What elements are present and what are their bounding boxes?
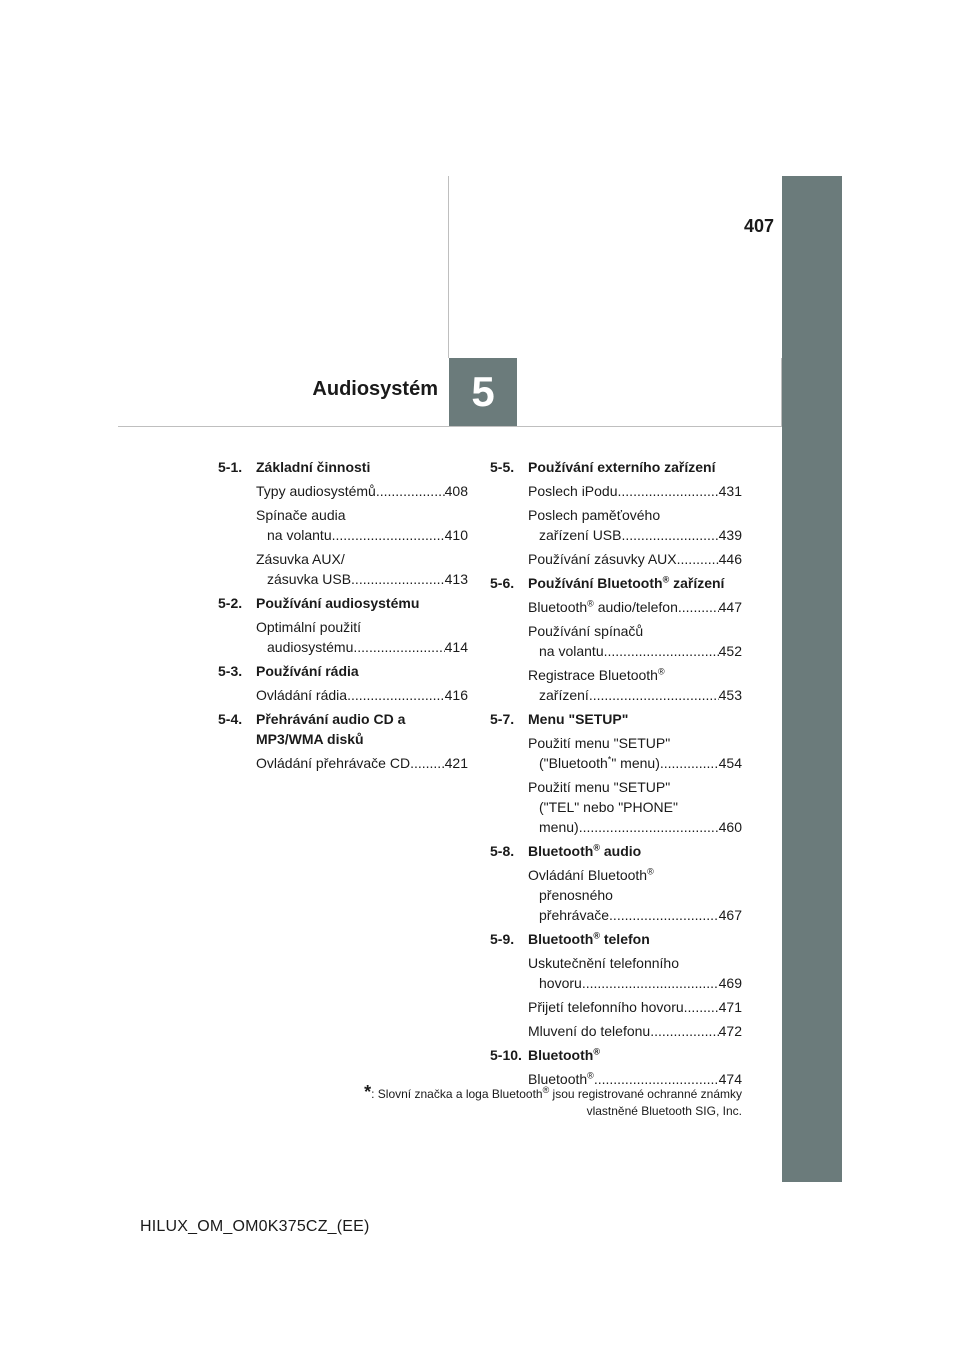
toc-entry[interactable] (256, 753, 468, 773)
section-number: 5-10. (490, 1047, 522, 1063)
entry-page-number: 454 (718, 755, 742, 771)
entry-page-number: 431 (718, 483, 742, 499)
entry-page-number: 460 (718, 819, 742, 835)
entry-page-number: 421 (444, 755, 468, 771)
entry-text: zařízení USB (539, 527, 622, 543)
entry-page-number: 413 (444, 571, 468, 587)
toc-entry[interactable] (256, 505, 468, 545)
dot-leader (677, 549, 719, 569)
dot-leader (347, 685, 445, 705)
section-number: 5-2. (218, 595, 243, 611)
dot-leader (582, 973, 719, 993)
entry-page-number: 414 (444, 639, 468, 655)
entry-text: Poslech iPodu (528, 483, 618, 499)
entry-text: hovoru (539, 975, 582, 991)
section-title: Základní činnosti (256, 459, 371, 475)
entry-text: Používání zásuvky AUX (528, 551, 677, 567)
dot-leader (621, 525, 718, 545)
entry-text: Registrace Bluetooth® (528, 666, 665, 683)
entry-text: zařízení (539, 687, 589, 703)
chapter-title: Audiosystém (312, 378, 438, 400)
toc-entry[interactable] (528, 665, 742, 705)
dot-leader (660, 753, 719, 773)
toc-section[interactable] (490, 709, 742, 729)
entry-text: Použití menu "SETUP" (528, 735, 671, 751)
footnote-line-1: : Slovní značka a loga Bluetooth® jsou registrované ochranné známky (371, 1085, 742, 1101)
chapter-side-tab (782, 176, 842, 1182)
chapter-number-box: 5 (449, 358, 517, 426)
entry-page-number: 471 (718, 999, 742, 1015)
entry-text: Ovládání Bluetooth® (528, 866, 654, 883)
page-number: 407 (743, 216, 774, 236)
toc-right-column (490, 457, 742, 1093)
dot-leader (351, 569, 445, 589)
section-title: Používání Bluetooth® zařízení (528, 574, 725, 591)
toc-entry[interactable] (528, 953, 742, 993)
toc-entry[interactable] (528, 621, 742, 661)
dot-leader (684, 997, 719, 1017)
dot-leader (579, 817, 719, 837)
section-title: Bluetooth® telefon (528, 930, 650, 947)
entry-text: přenosného (539, 887, 613, 903)
toc-entry[interactable] (256, 685, 468, 705)
entry-text: ("TEL" nebo "PHONE" (539, 799, 678, 815)
dot-leader (678, 597, 719, 617)
dot-leader (410, 753, 445, 773)
section-title: Přehrávání audio CD a MP3/WMA disků (256, 711, 406, 747)
toc-left-column (218, 457, 468, 777)
entry-text: Přijetí telefonního hovoru (528, 999, 684, 1015)
dot-leader (604, 641, 719, 661)
section-title: Menu "SETUP" (528, 711, 629, 727)
entry-text: Mluvení do telefonu (528, 1023, 651, 1039)
toc-entry[interactable] (528, 777, 742, 837)
entry-page-number: 410 (444, 527, 468, 543)
footnote-line-2: vlastněné Bluetooth SIG, Inc. (586, 1104, 742, 1118)
section-title: Používání externího zařízení (528, 459, 716, 475)
section-title: Bluetooth® (528, 1046, 600, 1063)
entry-text: přehrávače (539, 907, 610, 923)
entry-text: Spínače audia (256, 507, 346, 523)
toc-section[interactable] (218, 709, 468, 749)
entry-text: Ovládání rádia (256, 687, 348, 703)
toc-entry[interactable] (528, 733, 742, 773)
section-number: 5-9. (490, 931, 515, 947)
toc-section[interactable] (490, 841, 742, 861)
entry-text: menu) (539, 819, 579, 835)
toc-entry[interactable] (528, 597, 742, 617)
entry-text: Zásuvka AUX/ (256, 551, 345, 567)
entry-text: Poslech paměťového (528, 507, 661, 523)
toc-section[interactable] (490, 457, 742, 477)
header-right-rule (781, 358, 782, 427)
toc-entry[interactable] (528, 865, 742, 925)
section-title: Používání audiosystému (256, 595, 420, 611)
entry-page-number: 453 (718, 687, 742, 703)
section-number: 5-1. (218, 459, 243, 475)
entry-text: Optimální použití (256, 619, 362, 635)
entry-page-number: 474 (718, 1071, 742, 1087)
section-number: 5-8. (490, 843, 515, 859)
entry-page-number: 467 (718, 907, 742, 923)
entry-text: Bluetooth® (528, 1070, 594, 1087)
entry-text: Bluetooth® audio/telefon (528, 598, 678, 615)
entry-text: Ovládání přehrávače CD (256, 755, 411, 771)
entry-text: Typy audiosystémů (256, 483, 376, 499)
footnote-star: * (364, 1082, 372, 1102)
dot-leader (650, 1021, 718, 1041)
section-title: Bluetooth® audio (528, 842, 642, 859)
dot-leader (618, 481, 719, 501)
toc-entry[interactable] (256, 617, 468, 657)
toc-entry[interactable] (256, 481, 468, 501)
entry-text: Uskutečnění telefonního (528, 955, 679, 971)
entry-text: zásuvka USB (267, 571, 352, 587)
header-horizontal-rule (118, 426, 782, 427)
toc-entry[interactable] (528, 1021, 742, 1041)
dot-leader (589, 685, 719, 705)
toc-entry[interactable] (528, 997, 742, 1017)
toc-section[interactable] (218, 593, 468, 613)
dot-leader (376, 481, 445, 501)
entry-text: na volantu (539, 643, 604, 659)
entry-page-number: 472 (718, 1023, 742, 1039)
toc-entry[interactable] (256, 549, 468, 589)
dot-leader (332, 525, 445, 545)
footnote (240, 1084, 742, 1120)
section-number: 5-3. (218, 663, 243, 679)
dot-leader (609, 905, 719, 925)
toc-entry[interactable] (528, 481, 742, 501)
entry-text: Použití menu "SETUP" (528, 779, 671, 795)
entry-page-number: 469 (718, 975, 742, 991)
toc-section[interactable] (490, 1045, 742, 1065)
toc-section[interactable] (490, 573, 742, 593)
dot-leader (353, 637, 444, 657)
entry-page-number: 447 (718, 599, 742, 615)
entry-page-number: 446 (718, 551, 742, 567)
document-code: HILUX_OM_OM0K375CZ_(EE) (140, 1218, 370, 1235)
entry-page-number: 416 (444, 687, 468, 703)
section-title: Používání rádia (256, 663, 359, 679)
section-number: 5-5. (490, 459, 515, 475)
toc-section[interactable] (218, 457, 468, 477)
entry-page-number: 452 (718, 643, 742, 659)
entry-text: audiosystému (267, 639, 354, 655)
entry-page-number: 439 (718, 527, 742, 543)
section-number: 5-6. (490, 575, 515, 591)
toc-section[interactable] (490, 929, 742, 949)
section-number: 5-7. (490, 711, 515, 727)
toc-section[interactable] (218, 661, 468, 681)
entry-page-number: 408 (444, 483, 468, 499)
entry-text: ("Bluetooth*" menu) (539, 754, 660, 771)
toc-entry[interactable] (528, 505, 742, 545)
entry-text: na volantu (267, 527, 332, 543)
header-vertical-rule (448, 176, 449, 358)
section-number: 5-4. (218, 711, 243, 727)
toc-entry[interactable] (528, 549, 742, 569)
entry-text: Používání spínačů (528, 623, 644, 639)
